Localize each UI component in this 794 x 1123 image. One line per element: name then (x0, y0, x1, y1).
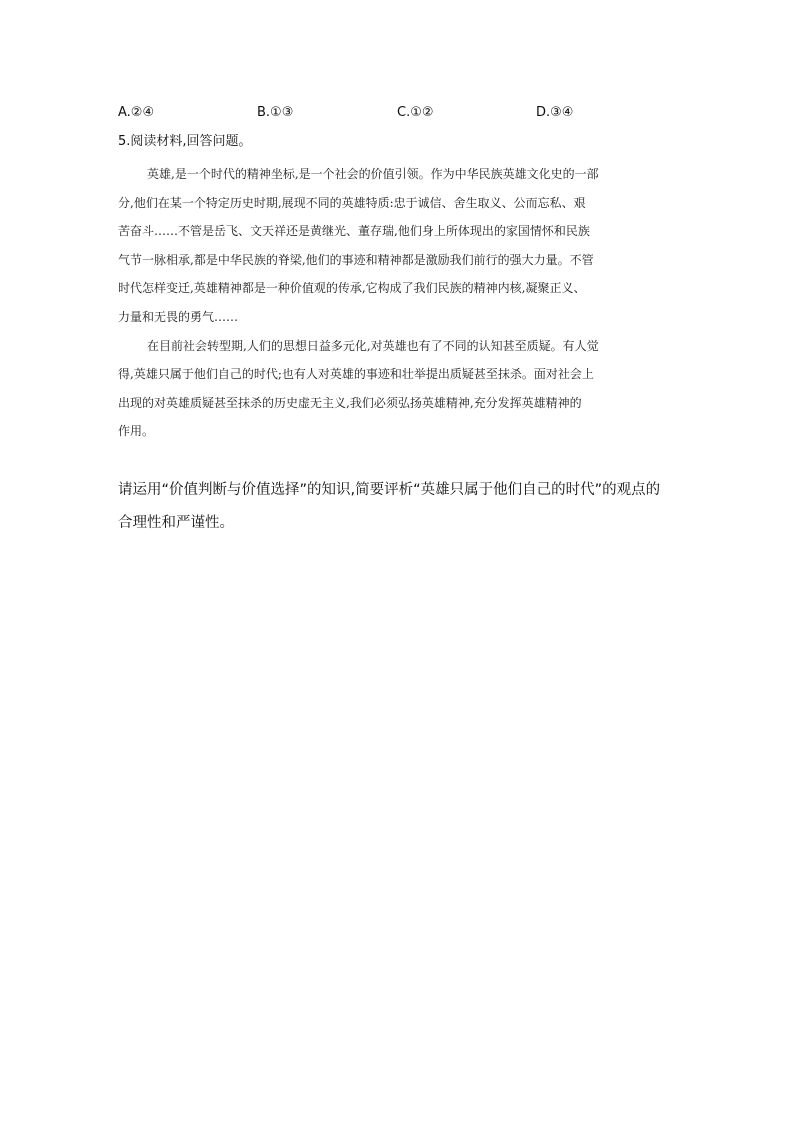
material-line: 苦奋斗……不管是岳飞、文天祥还是黄继光、董存瑞,他们身上所体现出的家国情怀和民族 (118, 224, 590, 239)
reading-material (118, 160, 678, 446)
material-line: 分,他们在某一个特定历史时期,展现不同的英雄特质:忠于诚信、舍生取义、公而忘私、艰 (118, 195, 586, 210)
material-line: 作用。 (118, 424, 155, 439)
material-line: 出现的对英雄质疑甚至抹杀的历史虚无主义,我们必须弘扬英雄精神,充分发挥英雄精神的 (118, 395, 582, 410)
option-d: D.③④ (536, 105, 574, 120)
question-prompt (118, 474, 698, 540)
material-line: 英雄,是一个时代的精神坐标,是一个社会的价值引领。作为中华民族英雄文化史的一部 (147, 167, 599, 181)
option-b: B.①③ (257, 105, 294, 120)
material-line: 力量和无畏的勇气…… (118, 309, 239, 324)
material-line: 在目前社会转型期,人们的思想日益多元化,对英雄也有了不同的认知甚至质疑。有人觉 (147, 338, 599, 353)
material-line: 时代怎样变迁,英雄精神都是一种价值观的传承,它构成了我们民族的精神内核,凝聚正义、 (118, 281, 586, 296)
material-line: 得,英雄只属于他们自己的时代;也有人对英雄的事迹和壮举提出质疑甚至抹杀。面对社会上 (118, 367, 594, 382)
answer-options (118, 103, 678, 123)
material-line: 气节一脉相承,都是中华民族的脊梁,他们的事迹和精神都是激励我们前行的强大力量。不管 (118, 252, 594, 267)
option-a: A.②④ (118, 105, 155, 120)
prompt-line: 请运用“价值判断与价值选择”的知识,简要评析“英雄只属于他们自己的时代”的观点的 (118, 482, 661, 498)
prompt-line: 合理性和严谨性。 (118, 515, 234, 531)
option-c: C.①② (397, 105, 434, 120)
question-heading: 5.阅读材料,回答问题。 (118, 134, 252, 149)
